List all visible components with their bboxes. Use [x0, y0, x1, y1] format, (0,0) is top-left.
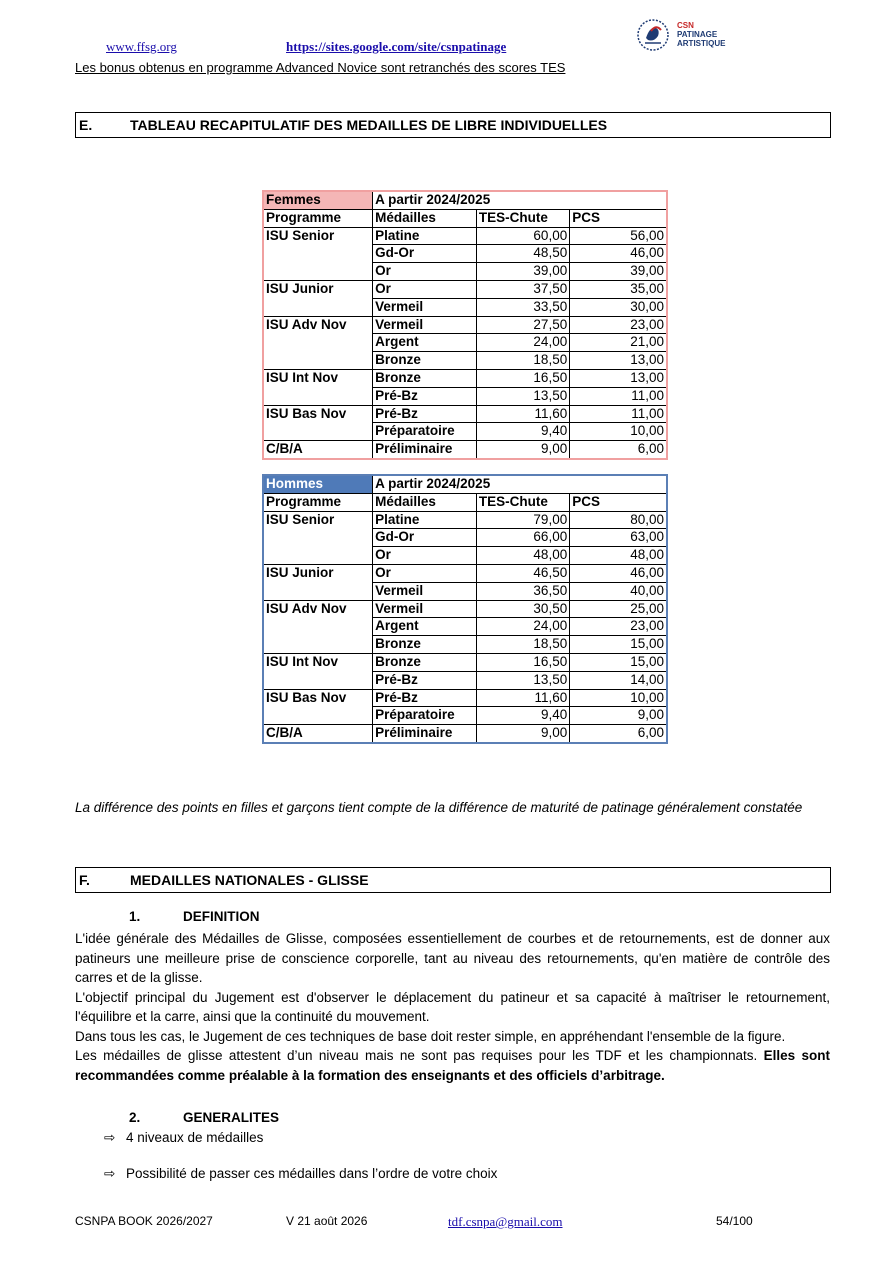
- column-header: Médailles: [373, 209, 477, 227]
- table-row: [263, 227, 667, 245]
- table-row: [263, 316, 667, 334]
- medal-cell: Argent: [373, 618, 477, 636]
- pcs-cell: 6,00: [570, 725, 667, 743]
- table-row: [263, 671, 667, 689]
- medal-cell: Or: [373, 280, 477, 298]
- pcs-cell: 30,00: [570, 298, 667, 316]
- level-cell: ISU Int Nov: [266, 653, 339, 669]
- level-cell: [263, 707, 373, 725]
- pcs-cell: 46,00: [570, 245, 667, 263]
- table-header-row: [263, 493, 667, 511]
- table-row: [263, 707, 667, 725]
- level-cell: [263, 636, 373, 654]
- table-row: [263, 352, 667, 370]
- medal-cell: Or: [373, 263, 477, 281]
- level-cell: ISU Junior: [266, 564, 334, 580]
- tes-cell: 11,60: [476, 405, 569, 423]
- pcs-cell: 21,00: [570, 334, 667, 352]
- tes-cell: 9,40: [476, 707, 569, 725]
- table-row: [263, 582, 667, 600]
- pcs-cell: 6,00: [570, 441, 667, 459]
- tes-cell: 39,00: [476, 263, 569, 281]
- pcs-cell: 13,00: [570, 369, 667, 387]
- level-cell: C/B/A: [263, 441, 373, 459]
- medal-cell: Bronze: [373, 369, 477, 387]
- table-row: [263, 600, 667, 618]
- generalites-number: 2.: [129, 1110, 141, 1125]
- tes-cell: 24,00: [476, 334, 569, 352]
- medal-cell: Or: [373, 564, 477, 582]
- tes-cell: 46,50: [476, 564, 569, 582]
- pcs-cell: 23,00: [570, 316, 667, 334]
- table-row: [263, 441, 667, 459]
- pcs-cell: 39,00: [570, 263, 667, 281]
- pcs-cell: 23,00: [570, 618, 667, 636]
- table-title-row: [263, 191, 667, 209]
- pcs-cell: 13,00: [570, 352, 667, 370]
- pcs-cell: 56,00: [570, 227, 667, 245]
- tes-cell: 9,00: [476, 441, 569, 459]
- level-cell: ISU Senior: [266, 511, 335, 527]
- bullet-text: Possibilité de passer ces médailles dans l’ordre de votre choix: [126, 1166, 498, 1181]
- definition-number: 1.: [129, 909, 141, 924]
- tes-cell: 9,00: [476, 725, 569, 743]
- femmes-gender-label: Femmes: [263, 191, 373, 209]
- arrow-right-icon: ⇨: [104, 1166, 116, 1181]
- table-header-row: [263, 209, 667, 227]
- table-row: [263, 405, 667, 423]
- tes-cell: 27,50: [476, 316, 569, 334]
- tes-cell: 30,50: [476, 600, 569, 618]
- medal-cell: Préparatoire: [373, 707, 477, 725]
- table-row: [263, 511, 667, 529]
- skater-emblem-icon: [636, 18, 670, 52]
- pcs-cell: 25,00: [570, 600, 667, 618]
- tes-cell: 18,50: [476, 352, 569, 370]
- logo-line3: ARTISTIQUE: [677, 39, 726, 48]
- section-f-letter: F.: [79, 872, 90, 888]
- season-label: A partir 2024/2025: [373, 191, 667, 209]
- hommes-medals-table: [262, 474, 668, 744]
- table-row: [263, 653, 667, 671]
- pcs-cell: 48,00: [570, 547, 667, 565]
- tes-cell: 37,50: [476, 280, 569, 298]
- medal-cell: Vermeil: [373, 600, 477, 618]
- column-header: Médailles: [373, 493, 477, 511]
- medal-cell: Gd-Or: [373, 529, 477, 547]
- column-header: TES-Chute: [476, 209, 569, 227]
- level-cell: [263, 245, 373, 263]
- pcs-cell: 15,00: [570, 636, 667, 654]
- tes-cell: 13,50: [476, 387, 569, 405]
- level-cell: ISU Senior: [266, 227, 335, 243]
- tes-cell: 16,50: [476, 653, 569, 671]
- tes-cell: 16,50: [476, 369, 569, 387]
- tes-cell: 33,50: [476, 298, 569, 316]
- pcs-cell: 11,00: [570, 405, 667, 423]
- tes-cell: 48,00: [476, 547, 569, 565]
- table-row: [263, 725, 667, 743]
- table-row: [263, 423, 667, 441]
- medal-cell: Bronze: [373, 352, 477, 370]
- tes-cell: 9,40: [476, 423, 569, 441]
- arrow-right-icon: ⇨: [104, 1130, 116, 1145]
- definition-p4-bold: Elles sont recommandées comme préalable à la formation des enseignants et des officiels d’arbitrage.: [75, 1048, 830, 1083]
- table-row: [263, 334, 667, 352]
- section-e-letter: E.: [79, 117, 93, 133]
- tes-cell: 48,50: [476, 245, 569, 263]
- level-cell: [263, 352, 373, 370]
- level-cell: ISU Bas Nov: [266, 405, 347, 421]
- medal-cell: Vermeil: [373, 298, 477, 316]
- column-header: PCS: [570, 493, 667, 511]
- pcs-cell: 40,00: [570, 582, 667, 600]
- table-title-row: [263, 475, 667, 493]
- tes-cell: 11,60: [476, 689, 569, 707]
- medal-cell: Vermeil: [373, 582, 477, 600]
- csn-logo: [636, 18, 756, 54]
- medal-cell: Bronze: [373, 653, 477, 671]
- ffsg-link[interactable]: www.ffsg.org: [106, 39, 177, 54]
- pcs-cell: 10,00: [570, 423, 667, 441]
- medal-cell: Pré-Bz: [373, 405, 477, 423]
- level-cell: [263, 298, 373, 316]
- medal-cell: Préliminaire: [373, 441, 477, 459]
- csnpatinage-link[interactable]: https://sites.google.com/site/csnpatinage: [286, 39, 507, 54]
- level-cell: C/B/A: [263, 725, 373, 743]
- level-cell: [263, 387, 373, 405]
- column-header: TES-Chute: [476, 493, 569, 511]
- section-f-title: MEDAILLES NATIONALES - GLISSE: [130, 872, 369, 888]
- column-header: Programme: [263, 209, 373, 227]
- table-row: [263, 245, 667, 263]
- level-cell: [263, 547, 373, 565]
- pcs-cell: 80,00: [570, 511, 667, 529]
- table-row: [263, 564, 667, 582]
- medal-cell: Pré-Bz: [373, 689, 477, 707]
- footer-email-link[interactable]: tdf.csnpa@gmail.com: [448, 1214, 563, 1229]
- table-row: [263, 689, 667, 707]
- level-cell: [263, 671, 373, 689]
- definition-p1: L'idée générale des Médailles de Glisse, composées essentiellement de courbes et de retournements, est de donner aux patineurs une meilleure prise de conscience corporelle, tant au niveau des retournements, qu'en matière de contrôle des carres et de la glisse.: [75, 931, 830, 985]
- table-row: [263, 263, 667, 281]
- footer-book: CSNPA BOOK 2026/2027: [75, 1214, 213, 1228]
- season-label: A partir 2024/2025: [373, 475, 667, 493]
- logo-line1: CSN: [677, 21, 694, 30]
- medal-cell: Pré-Bz: [373, 671, 477, 689]
- level-cell: ISU Adv Nov: [266, 316, 347, 332]
- medal-cell: Bronze: [373, 636, 477, 654]
- medal-cell: Préparatoire: [373, 423, 477, 441]
- table-row: [263, 618, 667, 636]
- level-cell: [263, 582, 373, 600]
- level-cell: ISU Int Nov: [266, 369, 339, 385]
- medal-cell: Préliminaire: [373, 725, 477, 743]
- tes-cell: 79,00: [476, 511, 569, 529]
- pcs-cell: 9,00: [570, 707, 667, 725]
- medal-cell: Platine: [373, 511, 477, 529]
- level-cell: [263, 423, 373, 441]
- pcs-cell: 63,00: [570, 529, 667, 547]
- pcs-cell: 15,00: [570, 653, 667, 671]
- footer-version: V 21 août 2026: [286, 1214, 368, 1228]
- tes-cell: 36,50: [476, 582, 569, 600]
- table-row: [263, 529, 667, 547]
- pcs-cell: 14,00: [570, 671, 667, 689]
- section-e-header: [75, 112, 831, 138]
- definition-p2: L'objectif principal du Jugement est d'observer le déplacement du patineur et sa capacité à maîtriser le retournement, l'équilibre et la carre, ainsi que la continuité du mouvement.: [75, 989, 830, 1024]
- tes-cell: 13,50: [476, 671, 569, 689]
- maturity-note: La différence des points en filles et garçons tient compte de la différence de maturité de patinage généralement constatée: [75, 800, 803, 815]
- medal-cell: Gd-Or: [373, 245, 477, 263]
- medal-cell: Argent: [373, 334, 477, 352]
- table-row: [263, 298, 667, 316]
- header-note: Les bonus obtenus en programme Advanced Novice sont retranchés des scores TES: [75, 60, 566, 75]
- pcs-cell: 10,00: [570, 689, 667, 707]
- logo-line2: PATINAGE: [677, 30, 718, 39]
- bullet-text: 4 niveaux de médailles: [126, 1130, 264, 1145]
- tes-cell: 60,00: [476, 227, 569, 245]
- table-row: [263, 547, 667, 565]
- medal-cell: Or: [373, 547, 477, 565]
- table-row: [263, 280, 667, 298]
- column-header: PCS: [570, 209, 667, 227]
- definition-p4-plain: Les médailles de glisse attestent d’un niveau mais ne sont pas requises pour les TDF et les championnats.: [75, 1048, 764, 1063]
- tes-cell: 66,00: [476, 529, 569, 547]
- table-row: [263, 636, 667, 654]
- bullet-item: [104, 1130, 263, 1146]
- tes-cell: 18,50: [476, 636, 569, 654]
- column-header: Programme: [263, 493, 373, 511]
- pcs-cell: 46,00: [570, 564, 667, 582]
- pcs-cell: 35,00: [570, 280, 667, 298]
- level-cell: [263, 334, 373, 352]
- medal-cell: Platine: [373, 227, 477, 245]
- section-f-header: [75, 867, 831, 893]
- footer-page-number: 54/100: [716, 1214, 753, 1228]
- level-cell: [263, 618, 373, 636]
- hommes-gender-label: Hommes: [263, 475, 373, 493]
- definition-p3: Dans tous les cas, le Jugement de ces techniques de base doit rester simple, en appréhendant l'ensemble de la figure.: [75, 1028, 786, 1044]
- definition-title: DEFINITION: [183, 909, 260, 924]
- section-e-title: TABLEAU RECAPITULATIF DES MEDAILLES DE LIBRE INDIVIDUELLES: [130, 117, 608, 133]
- level-cell: ISU Bas Nov: [266, 689, 347, 705]
- pcs-cell: 11,00: [570, 387, 667, 405]
- tes-cell: 24,00: [476, 618, 569, 636]
- definition-paragraphs: [75, 929, 830, 1085]
- level-cell: ISU Adv Nov: [266, 600, 347, 616]
- level-cell: [263, 529, 373, 547]
- medal-cell: Vermeil: [373, 316, 477, 334]
- femmes-medals-table: [262, 190, 668, 460]
- level-cell: ISU Junior: [266, 280, 334, 296]
- medal-cell: Pré-Bz: [373, 387, 477, 405]
- bullet-item: [104, 1166, 497, 1182]
- generalites-title: GENERALITES: [183, 1110, 280, 1125]
- table-row: [263, 369, 667, 387]
- level-cell: [263, 263, 373, 281]
- table-row: [263, 387, 667, 405]
- definition-p4: [75, 1046, 830, 1085]
